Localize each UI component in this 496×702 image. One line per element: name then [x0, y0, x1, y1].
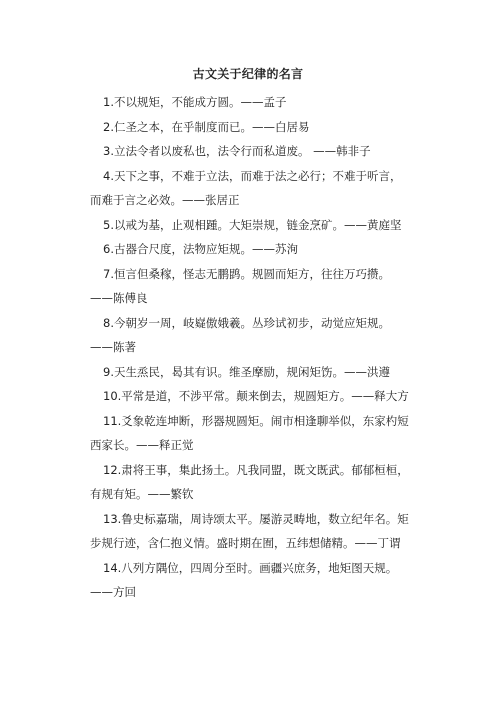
quote-item: 9.天生烝民，曷其有识。维圣摩励，规闲矩饬。——洪遵	[103, 364, 390, 379]
quote-item: 4.天下之事，不难于立法，而难于法之必行；不难于听言，而难于言之必效。——张居正	[90, 168, 402, 207]
quote-item: 11.爻象乾连坤断，形器规圆矩。闹市相逢聊举似，东家杓短西家长。——释正觉	[90, 413, 409, 452]
quote-item: 3.立法令者以废私也，法令行而私道废。 ——韩非子	[103, 144, 371, 158]
page-title: 古文关于纪律的名言	[192, 67, 304, 81]
quote-item: 12.肃将王事，集此扬土。凡我同盟，既文既武。郁郁桓桓，有规有矩。——繁钦	[90, 462, 409, 501]
quote-item: 6.古器合尺度，法物应矩规。——苏洵	[103, 242, 298, 256]
quote-item: 1.不以规矩，不能成方圆。——孟子	[103, 95, 287, 109]
quote-item: 2.仁圣之本，在乎制度而已。——白居易	[103, 119, 310, 134]
quote-item: 5.以戒为基，止观相踵。大矩崇规，链金烹矿。——黄庭坚	[103, 217, 402, 232]
quote-item: 10.平常是道，不涉平常。颠来倒去，规圆矩方。——释大方	[103, 389, 409, 403]
quote-item: 13.鲁史标嘉瑞，周诗颂太平。屡游灵畴地，数立纪年名。矩步规行迹，含仁抱义情。盛时期在囿，五纬想储精。——丁谓	[90, 511, 409, 550]
quote-list	[90, 90, 412, 605]
quote-item: 8.今朝岁一周，岐嶷傲娥羲。丛珍试初步，动觉应矩规。——陈著	[90, 315, 390, 354]
quote-item: 7.恒言但桑稼，怪志无鹏鹍。规圆而矩方，往往万巧攒。——陈傅良	[90, 266, 390, 305]
quote-item: 14.八列方隅位，四周分至时。画疆兴庶务，地矩图天规。——方回	[90, 560, 398, 599]
